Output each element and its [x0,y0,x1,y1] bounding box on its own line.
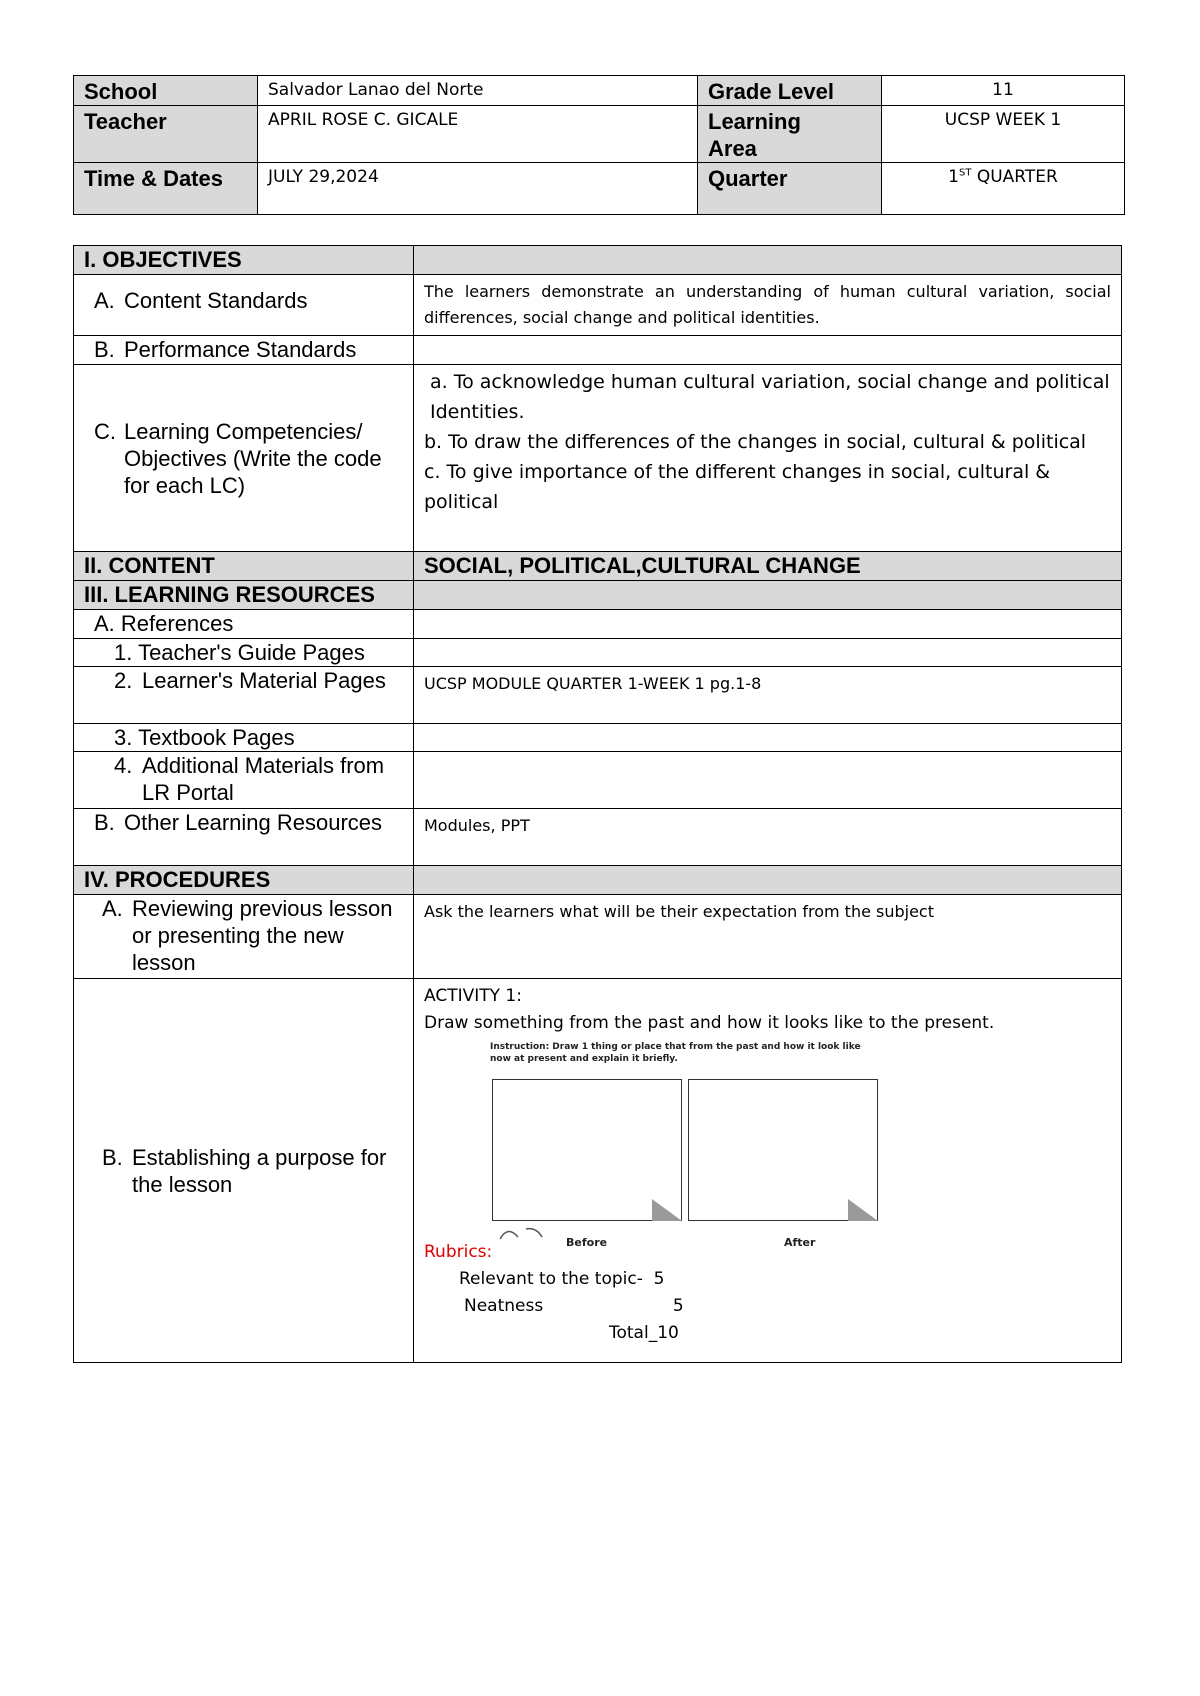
textbook-label: 3. Textbook Pages [74,724,414,752]
header-table [73,75,1125,215]
performance-standards-value [414,336,1122,365]
before-caption: Before [566,1236,608,1249]
grade-label: Grade Level [698,76,882,106]
after-drawing-box [688,1079,878,1221]
competencies-label: C. Learning Competencies/ Objectives (Write the code for each LC) [74,365,414,552]
other-resources-value: Modules, PPT [414,809,1122,866]
competency-a: a. To acknowledge human cultural variation, social change and political Identities. [430,371,1110,423]
area-label: Learning Area [698,106,882,163]
grade-value: 11 [882,76,1125,106]
references-label: A. References [74,610,414,639]
quarter-label: Quarter [698,163,882,215]
procedures-title: IV. PROCEDURES [74,866,414,895]
before-drawing-box [492,1079,682,1221]
page-curl-icon [848,1199,878,1221]
school-label: School [74,76,258,106]
activity-title: ACTIVITY 1: [424,986,522,1006]
competency-b: b. To draw the differences of the changes in social, cultural & political [424,431,1087,453]
reviewing-label: A. Reviewing previous lesson or presenting the new lesson [74,895,414,979]
area-value: UCSP WEEK 1 [882,106,1125,163]
purpose-label: B. Establishing a purpose for the lesson [74,979,414,1363]
time-label: Time & Dates [74,163,258,215]
content-standards-label: A. Content Standards [74,275,414,336]
school-value: Salvador Lanao del Norte [258,76,698,106]
objectives-title: I. OBJECTIVES [74,246,414,275]
teachers-guide-label: 1. Teacher's Guide Pages [74,639,414,667]
activity-text: Draw something from the past and how it looks like to the present. [424,1013,995,1033]
teacher-label: Teacher [74,106,258,163]
rubric-total: Total_10 [609,1323,679,1343]
competencies-value [414,365,1122,552]
learners-material-label: 2. Learner's Material Pages [74,667,414,724]
quarter-value: 1ST QUARTER [882,163,1125,215]
reviewing-value: Ask the learners what will be their expectation from the subject [414,895,1122,979]
other-resources-label: B. Other Learning Resources [74,809,414,866]
activity-instruction: Instruction: Draw 1 thing or place that from the past and how it look like now at present and explain it briefly. [490,1042,861,1064]
sketch-arc-icon [496,1223,546,1241]
activity-cell [414,979,1122,1363]
lesson-plan-table [73,245,1122,1363]
performance-standards-label: B. Performance Standards [74,336,414,365]
rubric-relevance: Relevant to the topic- 5 [459,1269,665,1289]
resources-title: III. LEARNING RESOURCES [74,581,414,610]
rubrics-title: Rubrics: [424,1242,493,1262]
competency-c: c. To give importance of the different changes in social, cultural & political [424,461,1051,513]
additional-materials-label: 4. Additional Materials from LR Portal [74,752,414,809]
drawing-boxes [424,1071,1111,1281]
time-value: JULY 29,2024 [258,163,698,215]
content-title: II. CONTENT [74,552,414,581]
after-caption: After [784,1236,816,1249]
rubric-neatness: Neatness 5 [464,1296,684,1316]
content-value: SOCIAL, POLITICAL,CULTURAL CHANGE [414,552,1122,581]
learners-material-value: UCSP MODULE QUARTER 1-WEEK 1 pg.1-8 [414,667,1122,724]
teacher-value: APRIL ROSE C. GICALE [258,106,698,163]
page-curl-icon [652,1199,682,1221]
content-standards-value: The learners demonstrate an understanding of human cultural variation, social differences, social change and political identities. [414,275,1122,336]
